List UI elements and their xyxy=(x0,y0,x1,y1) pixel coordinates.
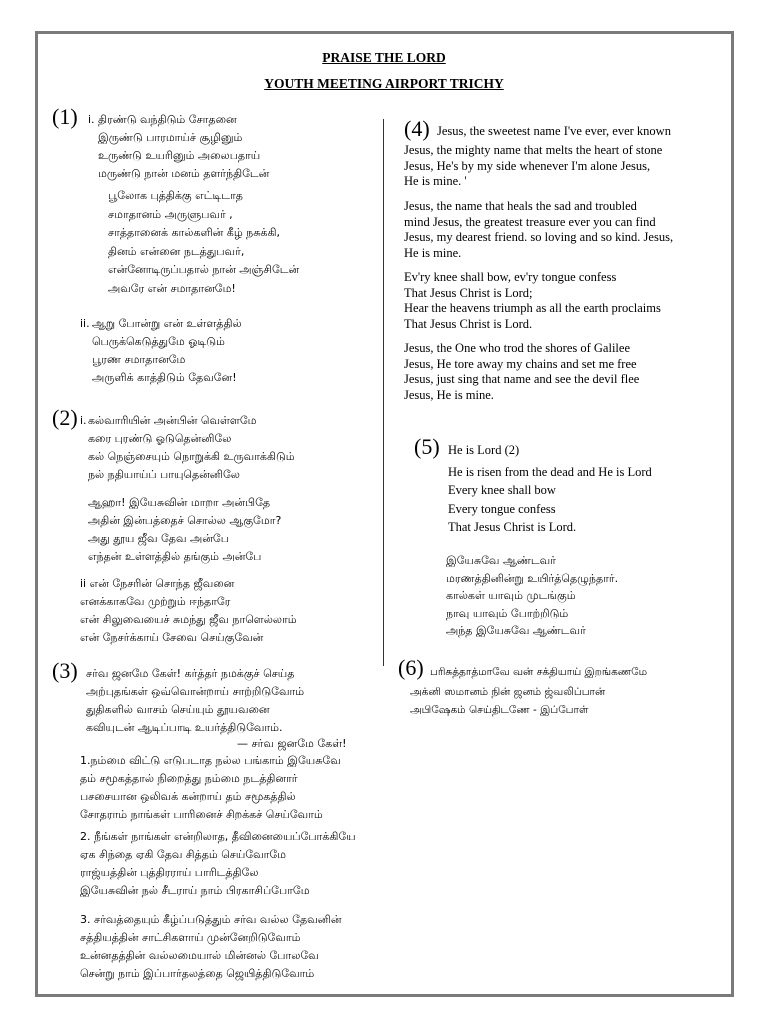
lyric-line: Jesus, the name that heals the sad and troubled xyxy=(404,199,637,213)
song-3-first-line: சர்வ ஜனமே கேள்! கர்த்தர் நமக்குச் செய்த xyxy=(86,667,295,680)
lyric-line: That Jesus Christ is Lord. xyxy=(448,519,577,534)
lyric-line: சென்று நாம் இப்பார்தலத்தை ஜெயித்திடுவோம் xyxy=(80,967,315,980)
lyric-line: நாவு யாவும் போற்றிடும் xyxy=(446,606,569,620)
lyric-line: பெருக்கெடுத்துமே ஓடிடும் xyxy=(92,335,225,348)
lyric-line: எந்தன் உள்ளத்தில் தங்கும் அன்பே xyxy=(88,550,262,563)
lyric-line: அதின் இன்பத்தைச் சொல்ல ஆகுமோ? xyxy=(88,514,282,527)
song-5-english xyxy=(448,463,652,536)
lyric-line: சத்தியத்தின் சாட்சிகளாய் முன்னேறிடுவோம் xyxy=(80,931,301,944)
lyric-line: That Jesus Christ is Lord; xyxy=(404,285,533,300)
lyric-line: தம் சமூகத்தால் நிறைத்து நம்மை நடத்தினார் xyxy=(80,772,298,785)
song-2-verse-i xyxy=(88,412,295,484)
song-number-6: (6) xyxy=(398,655,424,680)
song-1-verse-ii xyxy=(92,315,242,387)
lyric-line: அது தூய ஜீவ தேவ அன்பே xyxy=(88,532,229,545)
lyric-line: That Jesus Christ is Lord. xyxy=(404,316,533,331)
lyric-line: இயேசுவின் நல் சீடராய் நாம் பிரகாசிப்போமே xyxy=(80,884,310,897)
lyric-line: Jesus, just sing that name and see the devil flee xyxy=(404,372,640,386)
song-4-paragraph-1 xyxy=(404,143,662,190)
lyric-line: கல் நெஞ்சையும் நொறுக்கி உருவாக்கிடும் xyxy=(88,450,295,463)
song-number-4: (4) xyxy=(404,116,430,141)
column-divider xyxy=(383,119,384,666)
page-title: PRAISE THE LORD xyxy=(322,50,446,65)
song-3-refrain: — சர்வ ஜனமே கேள்! xyxy=(237,737,347,750)
song-number-5: (5) xyxy=(414,434,440,459)
lyric-line: கவியுடன் ஆடிப்பாடி உயர்த்திடுவோம். xyxy=(86,721,283,734)
lyric-line: சமாதானம் அருளுபவர் , xyxy=(108,207,233,221)
lyric-line: தினம் என்னை நடத்துபவர், xyxy=(108,244,245,258)
lyric-line: He is mine. xyxy=(404,245,462,260)
lyric-line: மரணத்தினின்று உயிர்த்தெழுந்தார். xyxy=(446,571,619,585)
song-2-verse-ii xyxy=(80,575,297,647)
song-3-verse-2 xyxy=(80,828,356,900)
lyric-line: Jesus, He tore away my chains and set me free xyxy=(404,356,637,371)
page-subtitle: YOUTH MEETING AIRPORT TRICHY xyxy=(264,76,504,91)
lyric-line: மருண்டு நான் மனம் தளர்ந்திடேன் xyxy=(98,167,270,180)
lyric-line: கால்கள் யாவும் முடங்கும் xyxy=(446,589,576,602)
lyric-line: அவரே என் சமாதானமே! xyxy=(108,281,236,295)
lyric-line: ii என் நேசரின் சொந்த ஜீவனை xyxy=(80,577,235,590)
lyric-line: பூரண சமாதானமே xyxy=(92,353,186,366)
lyric-line: என்னோடிருப்பதால் நான் அஞ்சிடேன் xyxy=(108,263,300,276)
lyric-line: உருண்டு உயரினும் அலைபதாய் xyxy=(98,149,261,162)
lyric-line: என் நேசர்க்காய் சேவை செய்குவேன் xyxy=(80,631,264,644)
lyric-line: நல் நதியாய்ப் பாயுதென்னிலே xyxy=(88,468,240,481)
lyric-line: 1.நம்மை விட்டு எடுபடாத நல்ல பங்காம் இயேசுவே xyxy=(80,754,341,767)
song-3-verse-3 xyxy=(80,911,341,983)
lyric-line: அபிஷேகம் செய்திடணே - இப்போள் xyxy=(410,704,589,716)
lyric-line: இயேசுவே ஆண்டவர் xyxy=(446,554,556,567)
lyric-line: ஏக சிந்தை ஏகி தேவ சித்தம் செய்வோமே xyxy=(80,848,287,861)
song-5-tamil xyxy=(446,552,618,640)
lyric-line: இருண்டு பாரமாய்ச் சூழினும் xyxy=(98,131,243,144)
lyric-line: Jesus, the mighty name that melts the heart of stone xyxy=(404,143,663,157)
song-5-first-line: He is Lord (2) xyxy=(448,443,520,457)
song-3-intro xyxy=(86,683,304,737)
lyric-line: Every knee shall bow xyxy=(448,483,556,498)
lyric-line: எனக்காகவே முற்றும் ஈந்தாரே xyxy=(80,595,231,608)
lyric-line: He is risen from the dead and He is Lord xyxy=(448,465,652,479)
lyric-line: சாத்தானைக் கால்களின் கீழ் நசுக்கி, xyxy=(108,226,280,239)
song-number-2: (2) xyxy=(52,405,78,430)
lyric-line: பசசையான ஒலிவக் கன்றாய் தம் சமூகத்தில் xyxy=(80,790,296,803)
lyric-line: Every tongue confess xyxy=(448,501,556,516)
song-2-chorus xyxy=(88,494,281,566)
song-6-first-line: பரிசுத்தாத்மாவே வன் சக்தியாய் இறங்கணமே xyxy=(430,666,648,678)
song-3-verse-1 xyxy=(80,752,341,824)
lyric-line: 2. நீங்கள் நாங்கள் என்றிலாத, தீவினையைப்போக்கியே xyxy=(80,830,356,843)
lyric-line: திரண்டு வந்திடும் சோதனை xyxy=(98,113,237,126)
lyric-line: Jesus, He is mine. xyxy=(404,387,494,402)
song-1-verse-i xyxy=(98,111,269,183)
lyric-line: ஆஹா! இயேசுவின் மாறா அன்பிதே xyxy=(88,496,271,509)
song-1-chorus xyxy=(108,187,299,298)
song-1-verse-label-i: i. xyxy=(88,113,95,126)
song-4-paragraph-2 xyxy=(404,199,673,261)
song-1-verse-label-ii: ii. xyxy=(80,317,90,330)
lyric-line: mind Jesus, the greatest treasure ever you can find xyxy=(404,214,656,229)
lyric-line: Ev'ry knee shall bow, ev'ry tongue confess xyxy=(404,270,617,284)
song-number-1: (1) xyxy=(52,104,78,129)
lyric-line: Jesus, my dearest friend. so loving and so kind. Jesus, xyxy=(404,230,674,244)
lyric-line: பூலோக புத்திக்கு எட்டிடாத xyxy=(108,189,243,202)
lyric-line: ஆறு போன்று என் உள்ளத்தில் xyxy=(92,317,242,330)
lyric-line: Hear the heavens triumph as all the earth proclaims xyxy=(404,301,661,315)
lyric-line: 3. சர்வத்தையும் கீழ்ப்படுத்தும் சர்வ வல்ல தேவனின் xyxy=(80,913,342,926)
song-2-verse-label-i: i. xyxy=(80,414,87,427)
lyric-line: அந்த இயேசுவே ஆண்டவர் xyxy=(446,624,586,637)
song-number-3: (3) xyxy=(52,658,78,683)
song-6-lines xyxy=(410,683,605,719)
lyric-line: He is mine. ' xyxy=(404,174,467,188)
lyric-line: என் சிலுவையைச் சுமந்து ஜீவ நாளெல்லாம் xyxy=(80,613,297,626)
lyric-line: Jesus, the One who trod the shores of Galilee xyxy=(404,341,630,355)
lyric-line: கரை புரண்டு ஓடுதென்னிலே xyxy=(88,432,232,445)
lyric-line: கல்வாரியின் அன்பின் வெள்ளமே xyxy=(88,414,257,427)
lyric-line: Jesus, He's by my side whenever I'm alone Jesus, xyxy=(404,158,651,173)
lyric-line: துதிகளில் வாசம் செய்யும் தூயவனை xyxy=(86,703,270,716)
song-4-first-line: Jesus, the sweetest name I've ever, ever known xyxy=(437,124,671,138)
lyric-line: சோதராம் நாங்கள் பாரினைச் சிறக்கச் செய்வோம் xyxy=(80,808,323,821)
lyric-line: உன்னதத்தின் வல்லமையால் மின்னல் போலவே xyxy=(80,949,319,962)
lyric-line: அற்புதங்கள் ஒவ்வொன்றாய் சாற்றிடுவோம் xyxy=(86,685,305,698)
song-4-paragraph-3 xyxy=(404,270,661,332)
song-4-paragraph-4 xyxy=(404,341,639,403)
lyric-line: அக்னி ஸமானம் நின் ஜனம் ஜ்வலிப்பான் xyxy=(410,686,606,698)
lyric-line: ராஜ்யத்தின் புத்திரராய் பாரிடத்திலே xyxy=(80,866,259,879)
lyric-line: அருளிக் காத்திடும் தேவனே! xyxy=(92,371,237,384)
